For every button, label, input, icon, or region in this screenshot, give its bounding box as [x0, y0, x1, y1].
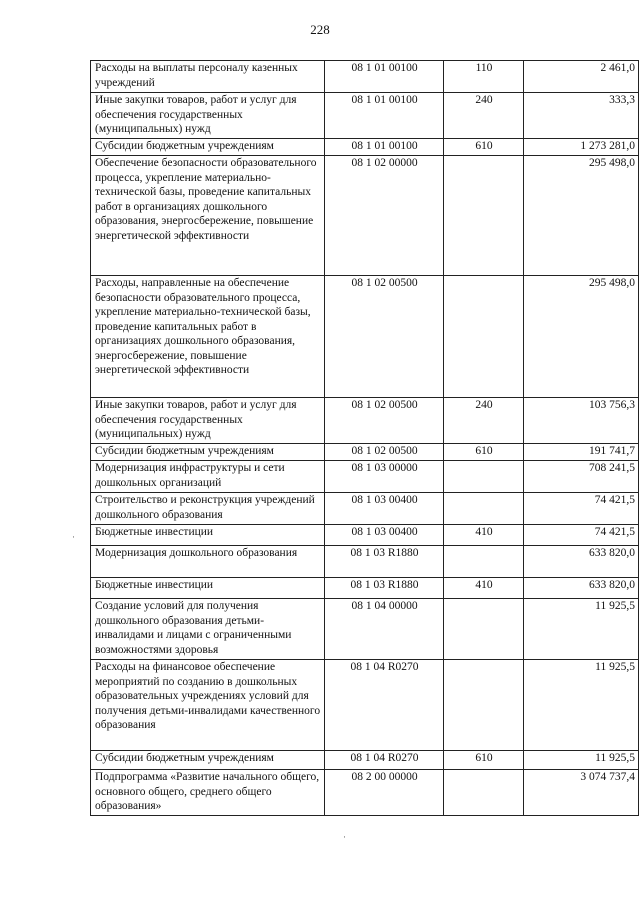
row-code: 08 1 01 00100: [325, 93, 444, 139]
row-amount: 11 925,5: [524, 751, 639, 770]
table-row: [91, 751, 639, 770]
table-row: [91, 660, 639, 751]
scan-speck: ·: [72, 532, 75, 542]
table-row: [91, 139, 639, 156]
row-type: [444, 276, 524, 398]
page-number: 228: [310, 22, 330, 37]
row-type: 110: [444, 61, 524, 93]
row-code: 08 1 01 00100: [325, 61, 444, 93]
row-code: 08 1 03 R1880: [325, 546, 444, 578]
row-code: 08 1 02 00500: [325, 398, 444, 444]
row-type: 410: [444, 525, 524, 546]
row-type: 610: [444, 751, 524, 770]
table-row: [91, 276, 639, 398]
row-amount: 191 741,7: [524, 444, 639, 461]
row-type: [444, 546, 524, 578]
table-row: [91, 599, 639, 660]
row-amount: 295 498,0: [524, 156, 639, 276]
row-code: 08 1 04 R0270: [325, 751, 444, 770]
row-type: [444, 770, 524, 816]
row-code: 08 1 03 00400: [325, 525, 444, 546]
row-type: [444, 461, 524, 493]
table-row: [91, 546, 639, 578]
row-name: Иные закупки товаров, работ и услуг для обеспечения государственных (муниципальных) нужд: [91, 93, 325, 139]
row-amount: 333,3: [524, 93, 639, 139]
row-amount: 3 074 737,4: [524, 770, 639, 816]
table-row: [91, 525, 639, 546]
scan-speck: ·: [343, 832, 346, 842]
row-type: 240: [444, 398, 524, 444]
row-name: Субсидии бюджетным учреждениям: [91, 139, 325, 156]
row-code: 08 1 03 00400: [325, 493, 444, 525]
row-name: Строительство и реконструкция учреждений дошкольного образования: [91, 493, 325, 525]
table-row: [91, 444, 639, 461]
row-amount: 2 461,0: [524, 61, 639, 93]
row-amount: 633 820,0: [524, 578, 639, 599]
row-type: 610: [444, 444, 524, 461]
table-row: [91, 93, 639, 139]
row-name: Расходы на выплаты персоналу казенных учреждений: [91, 61, 325, 93]
row-name: Модернизация инфраструктуры и сети дошкольных организаций: [91, 461, 325, 493]
row-name: Расходы на финансовое обеспечение мероприятий по созданию в дошкольных образовательных учреждениях условий для получения детьми-инвалидами качественного образования: [91, 660, 325, 751]
row-amount: 74 421,5: [524, 493, 639, 525]
table-row: [91, 493, 639, 525]
row-name: Обеспечение безопасности образовательного процесса, укрепление материально-технической базы, проведение капитальных работ в организациях дошкольного образования, энергосбережение, повышение энергетической эффективности: [91, 156, 325, 276]
row-name: Подпрограмма «Развитие начального общего, основного общего, среднего общего образования»: [91, 770, 325, 816]
row-type: 410: [444, 578, 524, 599]
row-amount: 103 756,3: [524, 398, 639, 444]
row-type: 610: [444, 139, 524, 156]
row-code: 08 1 04 R0270: [325, 660, 444, 751]
row-type: [444, 493, 524, 525]
row-amount: 633 820,0: [524, 546, 639, 578]
row-code: 08 1 02 00500: [325, 276, 444, 398]
row-code: 08 1 02 00000: [325, 156, 444, 276]
row-type: [444, 156, 524, 276]
row-name: Субсидии бюджетным учреждениям: [91, 751, 325, 770]
table-row: [91, 156, 639, 276]
row-amount: 708 241,5: [524, 461, 639, 493]
row-amount: 11 925,5: [524, 660, 639, 751]
row-amount: 11 925,5: [524, 599, 639, 660]
row-name: Модернизация дошкольного образования: [91, 546, 325, 578]
row-amount: 74 421,5: [524, 525, 639, 546]
row-code: 08 1 03 R1880: [325, 578, 444, 599]
row-code: 08 1 03 00000: [325, 461, 444, 493]
row-type: [444, 599, 524, 660]
budget-table: [90, 60, 639, 816]
row-name: Иные закупки товаров, работ и услуг для обеспечения государственных (муниципальных) нужд: [91, 398, 325, 444]
row-type: [444, 660, 524, 751]
row-name: Бюджетные инвестиции: [91, 578, 325, 599]
row-code: 08 1 02 00500: [325, 444, 444, 461]
row-amount: 295 498,0: [524, 276, 639, 398]
row-name: Субсидии бюджетным учреждениям: [91, 444, 325, 461]
row-name: Создание условий для получения дошкольного образования детьми-инвалидами и лицами с ограниченными возможностями здоровья: [91, 599, 325, 660]
row-code: 08 1 01 00100: [325, 139, 444, 156]
row-name: Бюджетные инвестиции: [91, 525, 325, 546]
row-code: 08 1 04 00000: [325, 599, 444, 660]
row-type: 240: [444, 93, 524, 139]
row-name: Расходы, направленные на обеспечение безопасности образовательного процесса, укрепление материально-технической базы, проведение капитальных работ в организациях дошкольного образования, энергосбережение, повышение энергетической эффективности: [91, 276, 325, 398]
row-amount: 1 273 281,0: [524, 139, 639, 156]
table-row: [91, 398, 639, 444]
row-code: 08 2 00 00000: [325, 770, 444, 816]
table-row: [91, 770, 639, 816]
table-row: [91, 461, 639, 493]
table-row: [91, 61, 639, 93]
table-row: [91, 578, 639, 599]
